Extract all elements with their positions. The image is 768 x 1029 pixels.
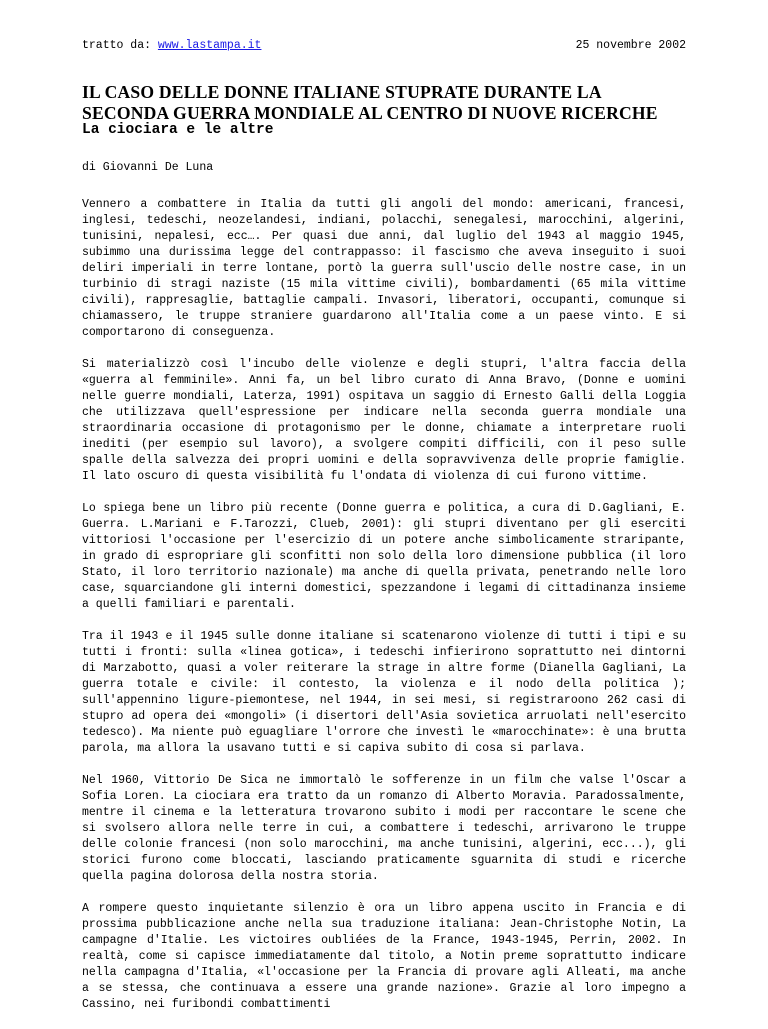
document-header (82, 38, 686, 54)
source-link[interactable]: www.lastampa.it (157, 39, 262, 52)
article-body (82, 197, 686, 1029)
paragraph: Lo spiega bene un libro più recente (Donne guerra e politica, a cura di D.Gagliani, E. Guerra. L.Mariani e F.Tarozzi, Clueb, 2001): gli stupri diventano per gli eserciti vittoriosi l'occasione per l'esercizio di un potere anche simbolicamente straripante, in grado di espropriare gli sconfitti non solo della loro dimensione pubblica (il loro Stato, il loro territorio nazionale) ma anche di quella privata, penetrando nelle loro case, squarciandone gli interni domestici, spezzandone i legami di cittadinanza insieme a quelli familiari e parentali. (82, 502, 686, 611)
source-prefix: tratto da: (82, 39, 158, 52)
publication-date: 25 novembre 2002 (575, 39, 686, 52)
paragraph: Vennero a combattere in Italia da tutti gli angoli del mondo: americani, francesi, inglesi, tedeschi, neozelandesi, indiani, polacchi, senegalesi, marocchini, algerini, tunisini, nepalesi, ecc…. Per quasi due anni, dal luglio del 1943 al maggio 1945, subimmo una durissima legge del contrappasso: il fascismo che aveva inseguito i suoi deliri imperiali in terre lontane, portò la guerra sull'uscio delle nostre case, in un turbinio di stragi naziste (15 mila vittime civili), bombardamenti (65 mila vittime civili), rappresaglie, battaglie campali. Invasori, liberatori, occupanti, comunque si chiamassero, le truppe straniere guardarono all'Italia come a un paese vinto. E si comportarono di conseguenza. (82, 198, 686, 339)
article-subtitle: La ciociara e le altre (82, 122, 274, 138)
paragraph: A rompere questo inquietante silenzio è ora un libro appena uscito in Francia e di prossima pubblicazione anche nella sua traduzione italiana: Jean-Christophe Notin, La campagne d'Italie. Les victoires oubliées de la France, 1943-1945, Perrin, 2002. In realtà, come si capisce immediatamente dal titolo, a Notin preme soprattutto indicare nella campagna d'Italia, «l'occasione per la Francia di provare agli Alleati, ma anche a se stessa, che continuava a essere una grande nazione». Grazie al loro impegno a Cassino, nei furibondi combattimenti (82, 902, 686, 1011)
paragraph: Tra il 1943 e il 1945 sulle donne italiane si scatenarono violenze di tutti i tipi e su tutti i fronti: sulla «linea gotica», i tedeschi infierirono soprattutto nei dintorni di Marzabotto, quasi a voler reiterare la strage in altre forme (Dianella Gagliani, La guerra totale e civile: il contesto, la violenza e il nodo della politica ); sull'appennino ligure-piemontese, nel 1944, in sei mesi, si registraroono 262 casi di stupro ad opera dei «mongoli» (i disertori dell'Asia sovietica arruolati nell'esercito tedesco). Ma niente può eguagliare l'orrore che investì le «marocchinate»: è una brutta parola, ma allora la usavano tutti e si capiva subito di cosa si parlava. (82, 630, 686, 755)
paragraph: Nel 1960, Vittorio De Sica ne immortalò le sofferenze in un film che valse l'Oscar a Sofia Loren. La ciociara era tratto da un romanzo di Alberto Moravia. Paradossalmente, mentre il cinema e la letteratura trovarono subito i modi per raccontare le scene che si svolsero allora nelle terre in cui, a combattere i tedeschi, arrivarono le truppe delle colonie francesi (non solo marocchini, ma anche tunisini, algerini, ecc...), gli storici furono come bloccati, lasciando praticamente sguarnita di studi e ricerche quella pagina dolorosa della nostra storia. (82, 774, 686, 883)
article-byline: di Giovanni De Luna (82, 161, 214, 174)
paragraph: Si materializzò così l'incubo delle violenze e degli stupri, l'altra faccia della «guerra al femminile». Anni fa, un bel libro curato di Anna Bravo, (Donne e uomini nelle guerre mondiali, Laterza, 1991) ospitava un saggio di Ernesto Galli della Loggia che utilizzava quell'espressione per indicare nella seconda guerra mondiale una straordinaria occasione di protagonismo per le donne, chiamate a interpretare ruoli inediti (per esempio sul lavoro), a svolgere compiti difficili, con il peso sulle spalle della salvezza dei propri uomini e della sopravvivenza delle proprie famiglie. Il lato oscuro di questa visibilità fu l'ondata di violenza di cui furono vittime. (82, 358, 686, 483)
article-title: IL CASO DELLE DONNE ITALIANE STUPRATE DURANTE LA SECONDA GUERRA MONDIALE AL CENTRO DI NUOVE RICERCHE (82, 82, 658, 123)
